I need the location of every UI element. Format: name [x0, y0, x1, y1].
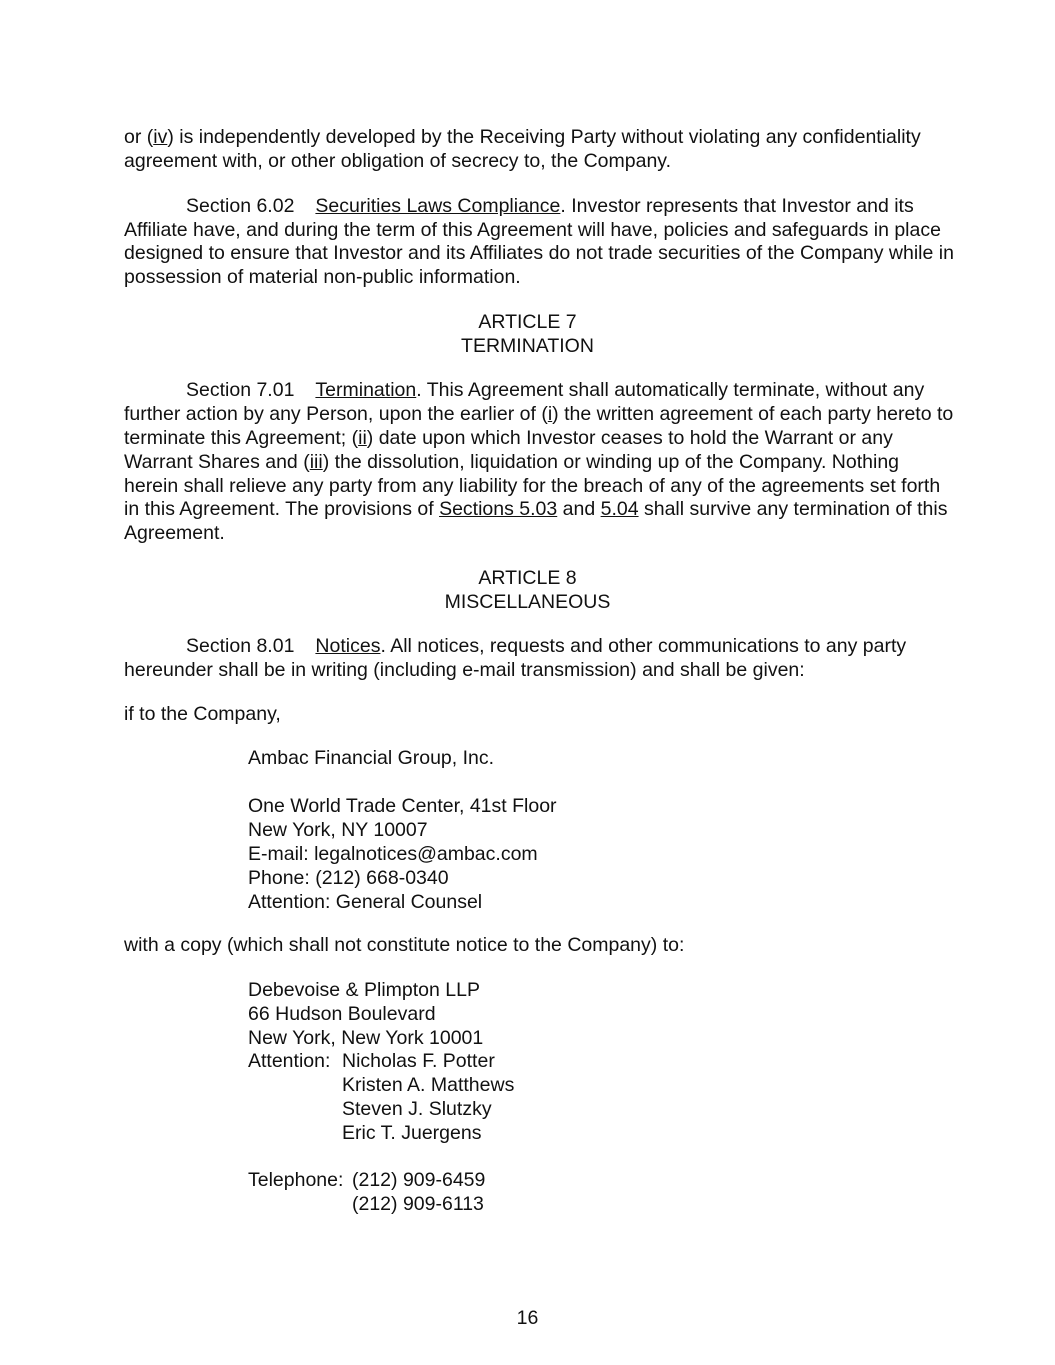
text: . Investor represents that Investor and its: [560, 195, 914, 217]
text: or (: [124, 126, 154, 148]
article-8-subtitle: MISCELLANEOUS: [444, 591, 611, 613]
section-7-01-line: [186, 378, 924, 402]
text: shall survive any termination of this: [638, 498, 948, 520]
clause-marker: ii: [358, 427, 367, 449]
text: Warrant Shares and (: [124, 451, 310, 473]
body-line: herein shall relieve any party from any liability for the breach of any of the agreements set forth: [124, 475, 941, 497]
counsel-telephone-label: Telephone:: [248, 1169, 344, 1191]
company-phone: Phone: (212) 668-0340: [248, 867, 449, 889]
counsel-address-line: 66 Hudson Boulevard: [248, 1003, 436, 1025]
article-7-title: ARTICLE 7: [478, 311, 577, 333]
text: . All notices, requests and other communications to any party: [380, 635, 907, 657]
text: ) date upon which Investor ceases to hold the Warrant or any: [366, 427, 893, 449]
section-number: Section 7.01: [186, 379, 295, 401]
section-heading: Securities Laws Compliance: [315, 195, 561, 217]
body-line: possession of material non-public information.: [124, 266, 521, 288]
company-address-line: New York, NY 10007: [248, 819, 428, 841]
article-7-subtitle: TERMINATION: [461, 335, 594, 357]
body-line: hereunder shall be in writing (including e-mail transmission) and shall be given:: [124, 659, 805, 681]
body-line: Agreement.: [124, 522, 225, 544]
body-line: agreement with, or other obligation of secrecy to, the Company.: [124, 150, 672, 172]
counsel-attention-name: Eric T. Juergens: [342, 1122, 482, 1144]
company-email: E-mail: legalnotices@ambac.com: [248, 843, 538, 865]
clause-marker: i: [547, 403, 553, 425]
body-line: [124, 125, 921, 149]
counsel-telephone: (212) 909-6113: [352, 1193, 484, 1215]
body-line: Affiliate have, and during the term of this Agreement will have, policies and safeguards in place: [124, 219, 941, 241]
text: further action by any Person, upon the earlier of (: [124, 403, 548, 425]
cross-reference: Sections 5.03: [439, 498, 558, 520]
clause-marker: iv: [153, 126, 168, 148]
section-8-01-line: [186, 634, 906, 658]
section-number: Section 6.02: [186, 195, 295, 217]
body-line: designed to ensure that Investor and its Affiliates do not trade securities of the Company while in: [124, 242, 954, 264]
text: in this Agreement. The provisions of: [124, 498, 440, 520]
page-number: 16: [516, 1307, 539, 1329]
body-line: [124, 426, 893, 450]
company-intro: if to the Company,: [124, 703, 281, 725]
text: and: [557, 498, 601, 520]
text: ) is independently developed by the Receiving Party without violating any confidentiality: [167, 126, 921, 148]
copy-intro: with a copy (which shall not constitute notice to the Company) to:: [124, 934, 685, 956]
text: ) the written agreement of each party hereto to: [552, 403, 954, 425]
clause-marker: iii: [309, 451, 323, 473]
counsel-attention-label: Attention:: [248, 1050, 331, 1072]
counsel-attention-name: Nicholas F. Potter: [342, 1050, 495, 1072]
body-line: [124, 450, 899, 474]
counsel-address-line: New York, New York 10001: [248, 1027, 484, 1049]
section-heading: Termination: [315, 379, 417, 401]
section-heading: Notices: [315, 635, 381, 657]
section-number: Section 8.01: [186, 635, 295, 657]
cross-reference: 5.04: [600, 498, 639, 520]
body-line: [124, 402, 953, 426]
body-line: [124, 497, 947, 521]
counsel-attention-name: Steven J. Slutzky: [342, 1098, 492, 1120]
counsel-telephone: (212) 909-6459: [352, 1169, 486, 1191]
counsel-attention-name: Kristen A. Matthews: [342, 1074, 515, 1096]
section-6-02-line: [186, 194, 914, 218]
company-attention: Attention: General Counsel: [248, 891, 483, 913]
text: ) the dissolution, liquidation or winding up of the Company. Nothing: [322, 451, 900, 473]
article-8-title: ARTICLE 8: [478, 567, 577, 589]
text: . This Agreement shall automatically terminate, without any: [416, 379, 925, 401]
company-address-line: One World Trade Center, 41st Floor: [248, 795, 557, 817]
counsel-name: Debevoise & Plimpton LLP: [248, 979, 480, 1001]
company-name: Ambac Financial Group, Inc.: [248, 747, 495, 769]
text: terminate this Agreement; (: [124, 427, 359, 449]
